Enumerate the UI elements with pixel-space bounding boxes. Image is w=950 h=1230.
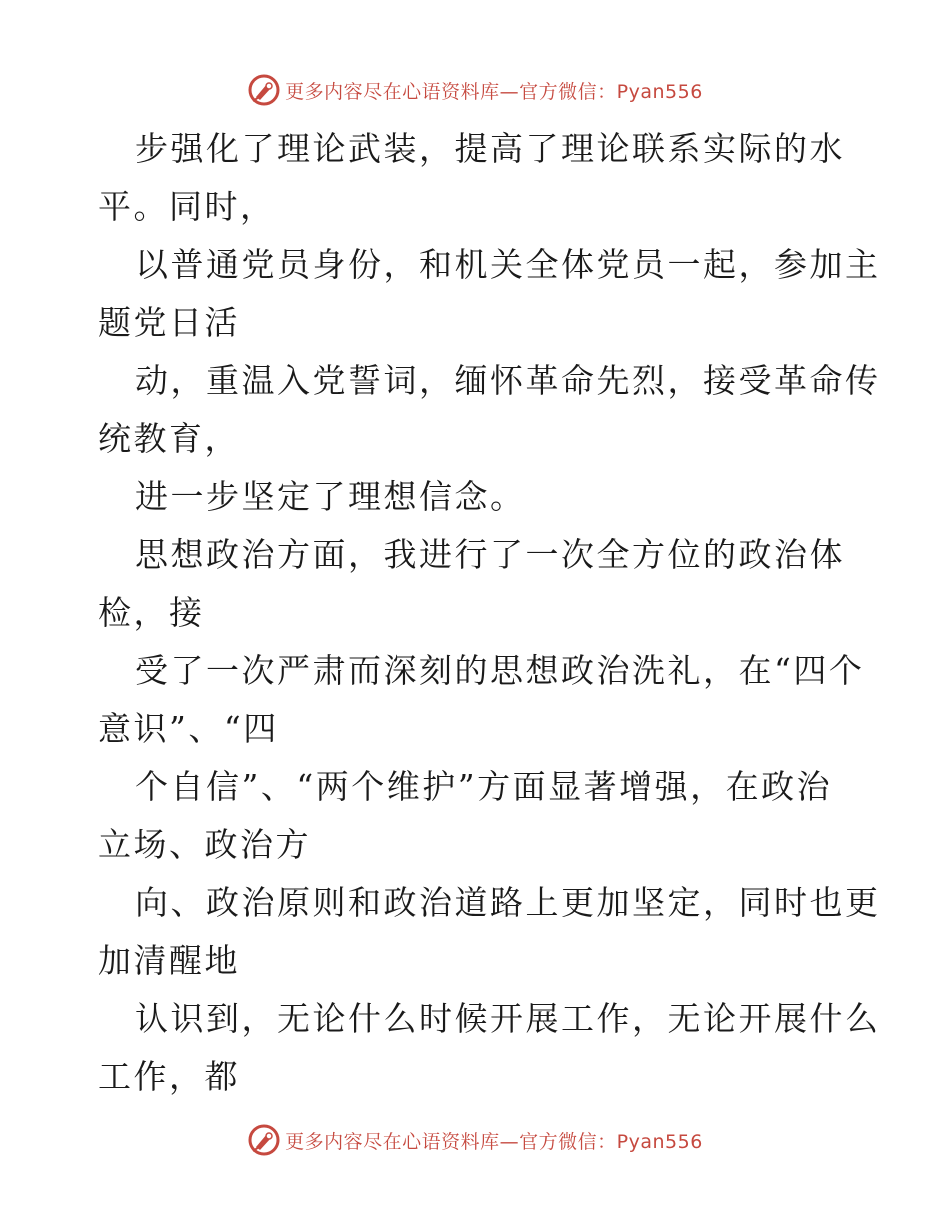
watermark-text: 更多内容尽在心语资料库—官方微信：Pyan556 (285, 80, 703, 103)
paragraph-line: 受了一次严肃而深刻的思想政治洗礼，在“四个 (135, 651, 865, 690)
pen-nib-logo-icon (247, 1123, 281, 1157)
footer-watermark (0, 1120, 950, 1160)
paragraph-line: 思想政治方面，我进行了一次全方位的政治体 (135, 535, 845, 574)
paragraph-line: 立场、政治方 (98, 825, 311, 864)
paragraph-line: 步强化了理论武装，提高了理论联系实际的水 (135, 129, 845, 168)
pen-nib-logo-icon (247, 73, 281, 107)
header-watermark (0, 70, 950, 110)
paragraph-line: 向、政治原则和政治道路上更加坚定，同时也更 (135, 883, 881, 922)
watermark-text: 更多内容尽在心语资料库—官方微信：Pyan556 (285, 1130, 703, 1153)
paragraph-line: 工作，都 (98, 1057, 240, 1096)
paragraph-line: 加清醒地 (98, 941, 240, 980)
paragraph-line: 进一步坚定了理想信念。 (135, 477, 526, 516)
paragraph-line: 统教育， (98, 419, 240, 458)
paragraph-line: 检，接 (98, 593, 205, 632)
paragraph-line: 动，重温入党誓词，缅怀革命先烈，接受革命传 (135, 361, 881, 400)
paragraph-line: 认识到，无论什么时候开展工作，无论开展什么 (135, 999, 881, 1038)
paragraph-line: 意识”、“四 (98, 709, 279, 748)
paragraph-line: 平。同时， (98, 187, 276, 226)
document-body (98, 120, 881, 1106)
paragraph-line: 以普通党员身份，和机关全体党员一起，参加主 (135, 245, 881, 284)
paragraph-line: 个自信”、“两个维护”方面显著增强，在政治 (135, 767, 833, 806)
paragraph-line: 题党日活 (98, 303, 240, 342)
